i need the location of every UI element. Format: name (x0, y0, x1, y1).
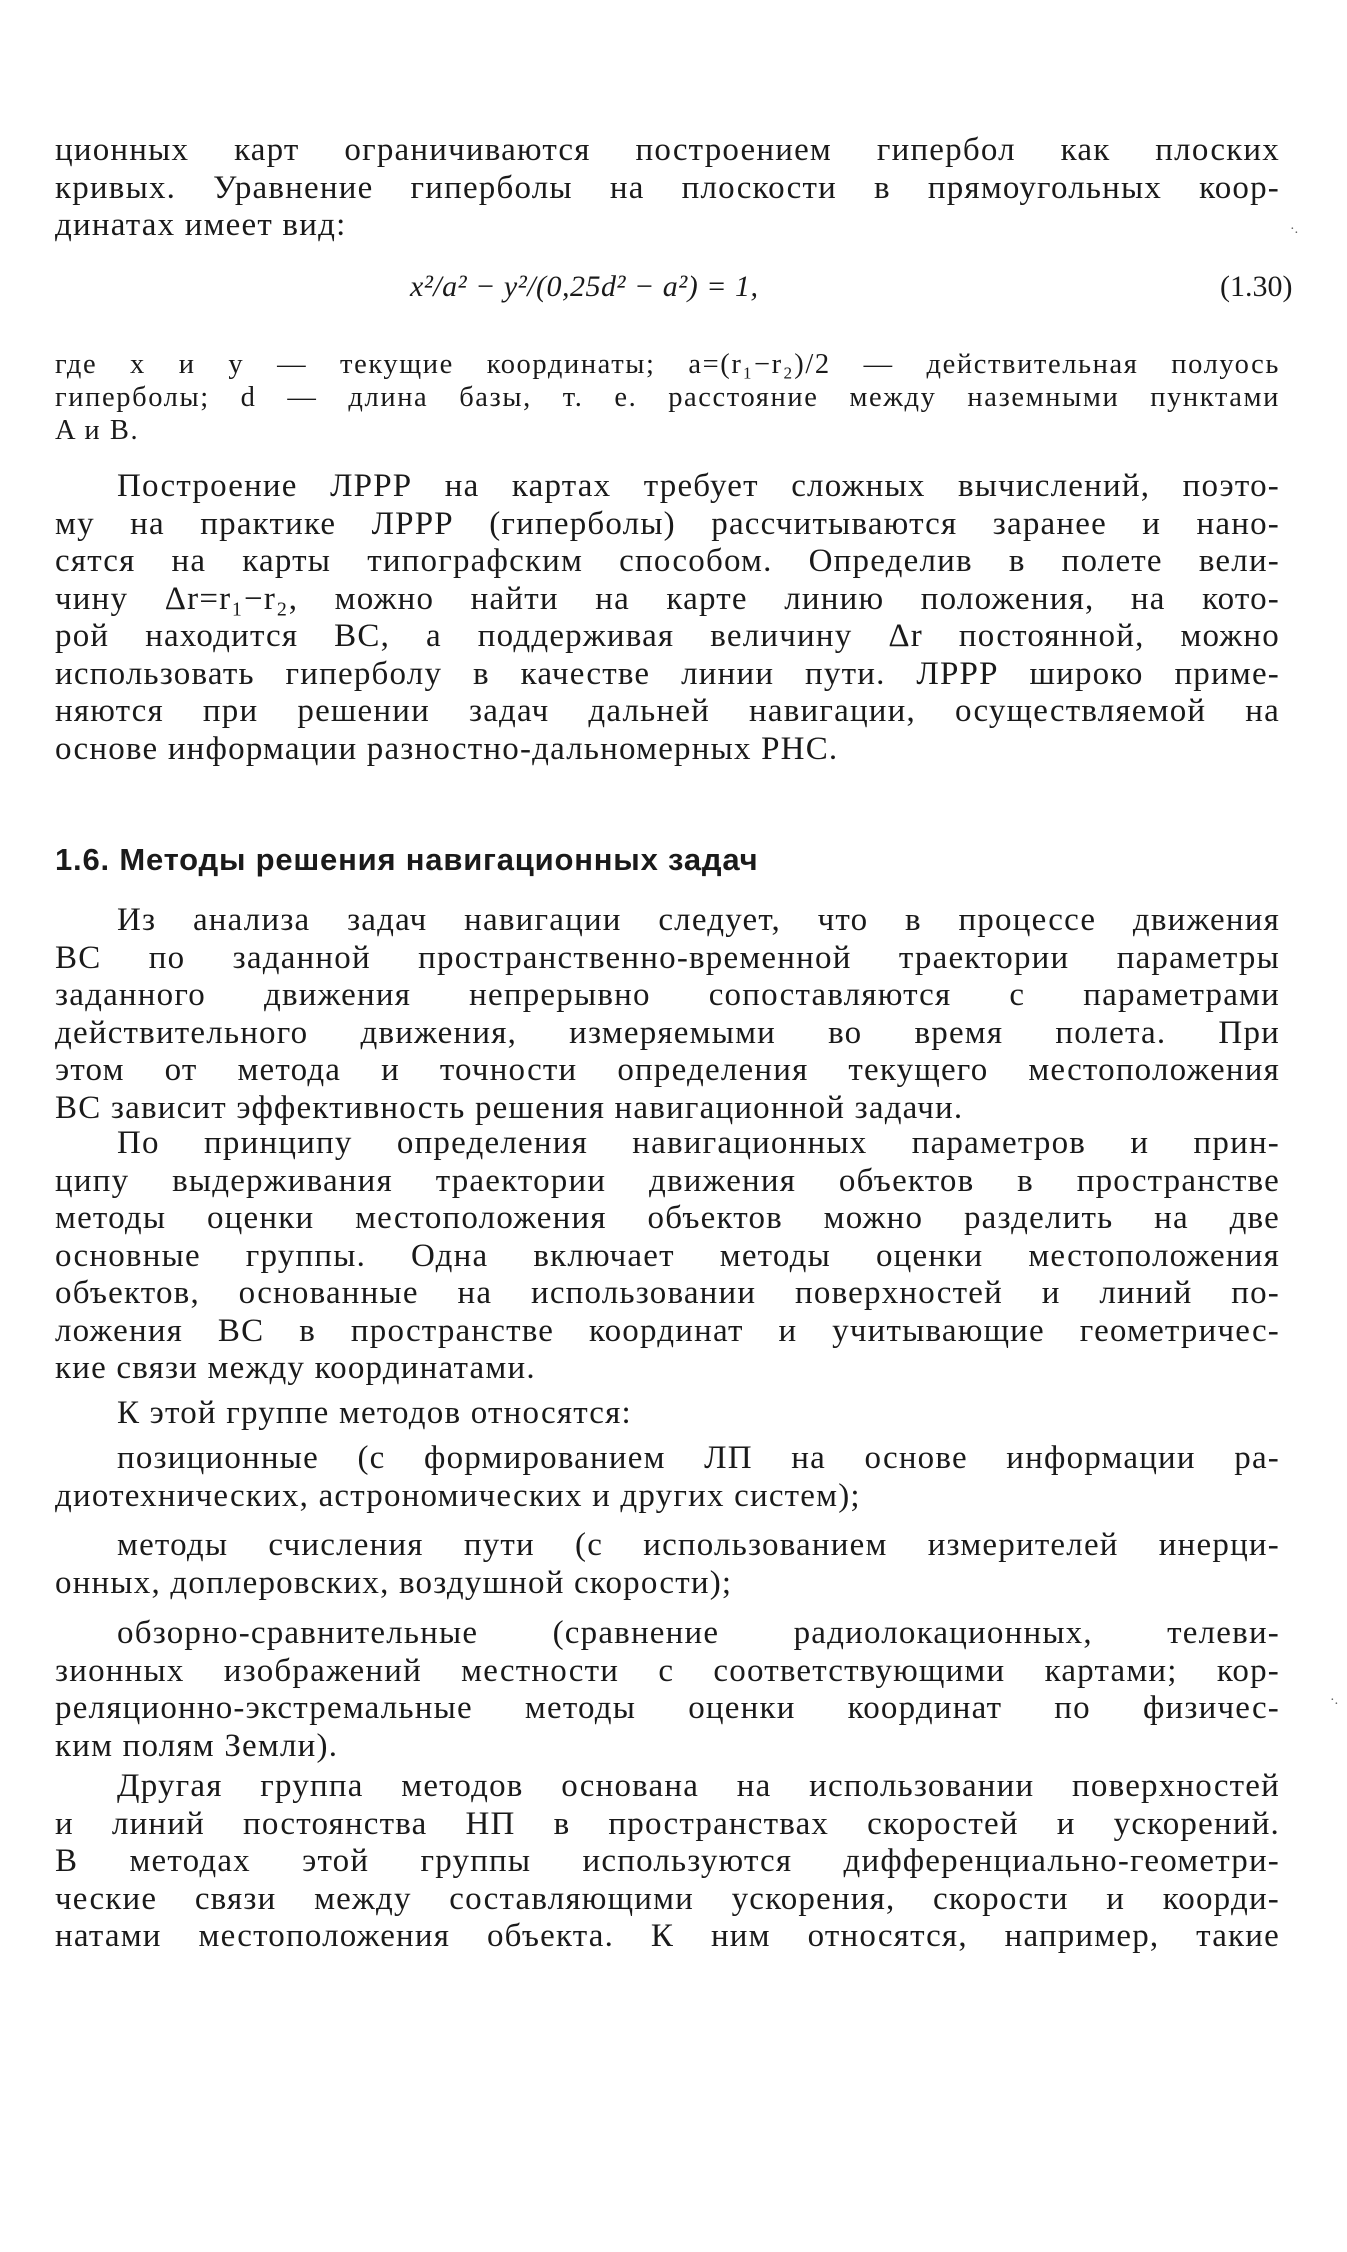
text-line: где x и y — текущие координаты; a=(r₁−r₂)/2 — действительная полуось (55, 349, 1280, 380)
equation-expression: x²/a² − y²/(0,25d² − a²) = 1, (410, 270, 759, 303)
text-line: диотехнических, астрономических и других систем); (55, 1477, 861, 1514)
text-line: ВС зависит эффективность решения навигационной задачи. (55, 1089, 964, 1126)
text-line: В методах этой группы используются дифференциально-геометри- (55, 1843, 1280, 1879)
text-line: ким полям Земли). (55, 1727, 339, 1764)
text-line: реляционно-экстремальные методы оценки координат по физичес- (55, 1690, 1280, 1726)
other-group-paragraph (55, 1768, 1280, 1956)
survey-item (55, 1615, 1280, 1765)
text-line: чину Δr=r₁−r₂, можно найти на карте линию положения, на кото- (55, 580, 1280, 617)
dead-reckoning-item (55, 1527, 1280, 1602)
text-line: A и B. (55, 415, 140, 446)
text-line: рой находится ВС, а поддерживая величину Δr постоянной, можно (55, 618, 1280, 654)
text-line: натами местоположения объекта. К ним относятся, например, такие (55, 1918, 1280, 1954)
text-line: ционных карт ограничиваются построением гипербол как плоских (55, 132, 1280, 168)
text-line: Из анализа задач навигации следует, что в процессе движения (117, 902, 1280, 938)
text-line: обзорно-сравнительные (сравнение радиолокационных, телеви- (117, 1615, 1280, 1651)
text-line: онных, доплеровских, воздушной скорости); (55, 1564, 733, 1601)
text-line: основе информации разностно-дальномерных РНС. (55, 730, 839, 767)
positional-item (55, 1440, 1280, 1515)
lrrr-paragraph (55, 468, 1280, 768)
text-line: зионных изображений местности с соответствующими картами; кор- (55, 1652, 1280, 1689)
section-heading: 1.6. Методы решения навигационных задач (55, 842, 759, 877)
text-line: кривых. Уравнение гиперболы на плоскости в прямоугольных коор- (55, 169, 1280, 206)
text-line: му на практике ЛРРР (гиперболы) рассчитываются заранее и нано- (55, 505, 1280, 542)
text-line: объектов, основанные на использовании поверхностей и линий по- (55, 1275, 1280, 1311)
text-line: няются при решении задач дальней навигации, осуществляемой на (55, 693, 1280, 729)
text-line: гиперболы; d — длина базы, т. е. расстояние между наземными пунктами (55, 382, 1280, 413)
text-line: методы счисления пути (с использованием измерителей инерци- (117, 1527, 1280, 1563)
where-paragraph (55, 348, 1280, 447)
hyperbola-equation (0, 270, 1347, 314)
text-line: ческие связи между составляющими ускорения, скорости и коорди- (55, 1880, 1280, 1917)
text-line: К этой группе методов относятся: (117, 1395, 632, 1431)
text-line: Другая группа методов основана на использовании поверхностей (117, 1768, 1280, 1804)
text-line: основные группы. Одна включает методы оценки местоположения (55, 1237, 1280, 1274)
text-line: ципу выдерживания траектории движения объектов в пространстве (55, 1162, 1280, 1199)
group-paragraph (55, 1395, 1280, 1433)
text-line: и линий постоянства НП в пространствах скоростей и ускорений. (55, 1805, 1280, 1842)
text-line: ВС по заданной пространственно-временной траектории параметры (55, 939, 1280, 976)
text-line: этом от метода и точности определения текущего местоположения (55, 1052, 1280, 1088)
text-line: динатах имеет вид: (55, 207, 347, 243)
principle-paragraph (55, 1125, 1280, 1388)
intro-paragraph (55, 132, 1280, 245)
text-line: Построение ЛРРР на картах требует сложных вычислений, поэто- (117, 468, 1280, 504)
scan-speck: ·. (1330, 1693, 1339, 1708)
analysis-paragraph (55, 902, 1280, 1127)
equation-number: (1.30) (1220, 270, 1293, 303)
text-line: кие связи между координатами. (55, 1350, 536, 1386)
text-line: ложения ВС в пространстве координат и учитывающие геометричес- (55, 1312, 1280, 1349)
text-line: действительного движения, измеряемыми во время полета. При (55, 1014, 1280, 1051)
text-line: По принципу определения навигационных параметров и прин- (117, 1125, 1280, 1161)
text-line: сятся на карты типографским способом. Определив в полете вели- (55, 543, 1280, 579)
scan-speck: ·. (1290, 222, 1299, 237)
text-line: заданного движения непрерывно сопоставляются с параметрами (55, 977, 1280, 1013)
text-line: методы оценки местоположения объектов можно разделить на две (55, 1200, 1280, 1236)
text-line: использовать гиперболу в качестве линии пути. ЛРРР широко приме- (55, 655, 1280, 692)
text-line: позиционные (с формированием ЛП на основе информации ра- (117, 1440, 1280, 1476)
